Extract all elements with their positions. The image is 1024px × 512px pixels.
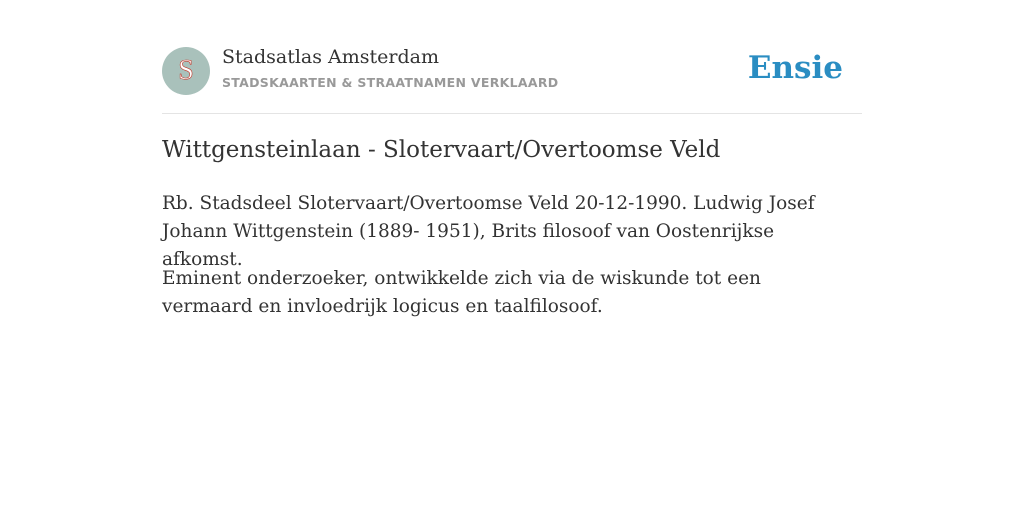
ensie-logo-link[interactable]: Ensie	[747, 50, 843, 86]
site-header	[162, 46, 862, 96]
site-name[interactable]: Stadsatlas Amsterdam	[222, 46, 440, 68]
site-subtitle: STADSKAARTEN & STRAATNAMEN VERKLAARD	[222, 75, 559, 90]
article-paragraph: Eminent onderzoeker, ontwikkelde zich via de wiskunde tot een vermaard en invloedrijk logicus en taalfilosoof.	[162, 268, 761, 317]
site-avatar[interactable]: S	[162, 47, 210, 95]
article-paragraph: Rb. Stadsdeel Slotervaart/Overtoomse Veld 20-12-1990. Ludwig Josef Johann Wittgenstein (1889- 1951), Brits filosoof van Oostenrijkse afkomst.	[162, 193, 815, 270]
header-divider	[162, 113, 862, 114]
article-title: Wittgensteinlaan - Slotervaart/Overtoomse Veld	[162, 137, 721, 163]
